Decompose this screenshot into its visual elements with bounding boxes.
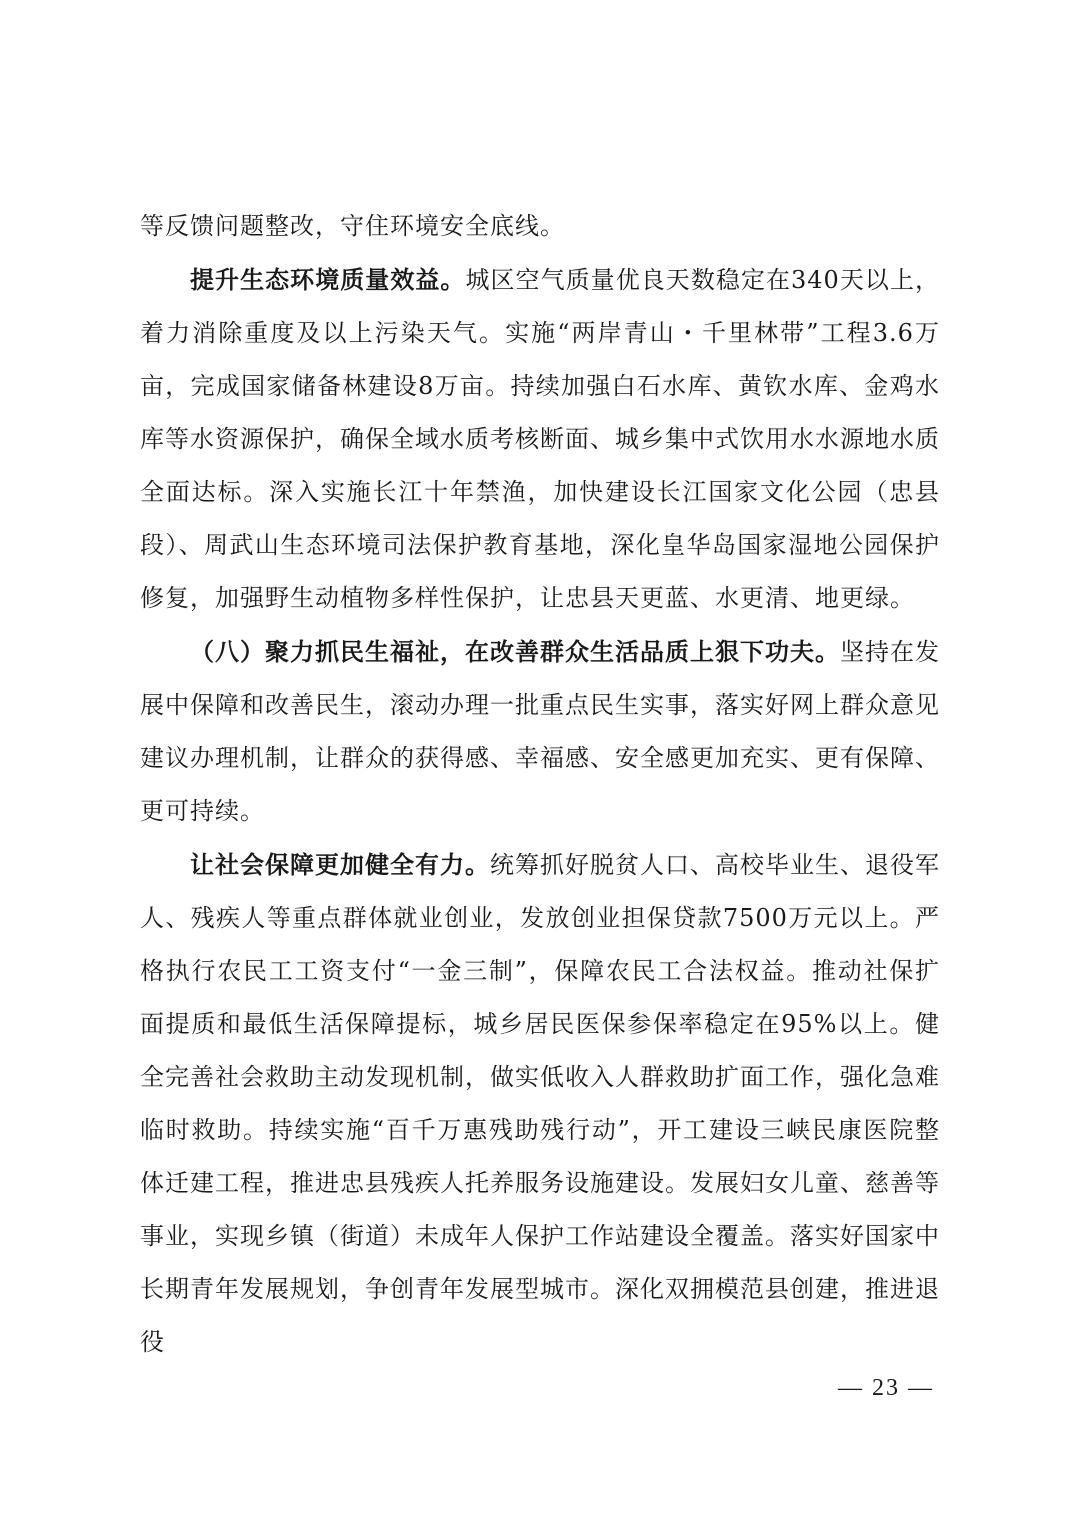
paragraph-section-eight (140, 625, 940, 838)
page-number: — 23 — (838, 1375, 934, 1401)
paragraph-heading: 提升生态环境质量效益。 (190, 265, 466, 294)
paragraph-text: 城区空气质量优良天数稳定在340天以上，着力消除重度及以上污染天气。实施“两岸青山・千里林带”工程3.6万亩，完成国家储备林建设8万亩。持续加强白石水库、黄钦水库、金鸡水库等水资源保护，确保全域水质考核断面、城乡集中式饮用水水源地水质全面达标。深入实施长江十年禁渔，加快建设长江国家文化公园（忠县段）、周武山生态环境司法保护教育基地，深化皇华岛国家湿地公园保护修复，加强野生动植物多样性保护，让忠县天更蓝、水更清、地更绿。 (140, 266, 940, 612)
paragraph-ecology (140, 253, 940, 625)
paragraph-continuation (140, 200, 940, 253)
paragraph-text: 坚持在发展中保障和改善民生，滚动办理一批重点民生实事，落实好网上群众意见建议办理机制，让群众的获得感、幸福感、安全感更加充实、更有保障、更可持续。 (140, 638, 940, 825)
paragraph-heading: 让社会保障更加健全有力。 (190, 850, 490, 879)
paragraph-text: 统筹抓好脱贫人口、高校毕业生、退役军人、残疾人等重点群体就业创业，发放创业担保贷款7500万元以上。严格执行农民工工资支付“一金三制”，保障农民工合法权益。推动社保扩面提质和最低生活保障提标，城乡居民医保参保率稳定在95%以上。健全完善社会救助主动发现机制，做实低收入人群救助扩面工作，强化急难临时救助。持续实施“百千万惠残助残行动”，开工建设三峡民康医院整体迁建工程，推进忠县残疾人托养服务设施建设。发展妇女儿童、慈善等事业，实现乡镇（街道）未成年人保护工作站建设全覆盖。落实好国家中长期青年发展规划，争创青年发展型城市。深化双拥模范县创建，推进退役 (140, 851, 940, 1356)
section-heading: （八）聚力抓民生福祉，在改善群众生活品质上狠下功夫。 (190, 637, 840, 666)
document-body (140, 200, 940, 1369)
paragraph-social-security (140, 838, 940, 1369)
paragraph-text: 等反馈问题整改，守住环境安全底线。 (140, 212, 565, 240)
